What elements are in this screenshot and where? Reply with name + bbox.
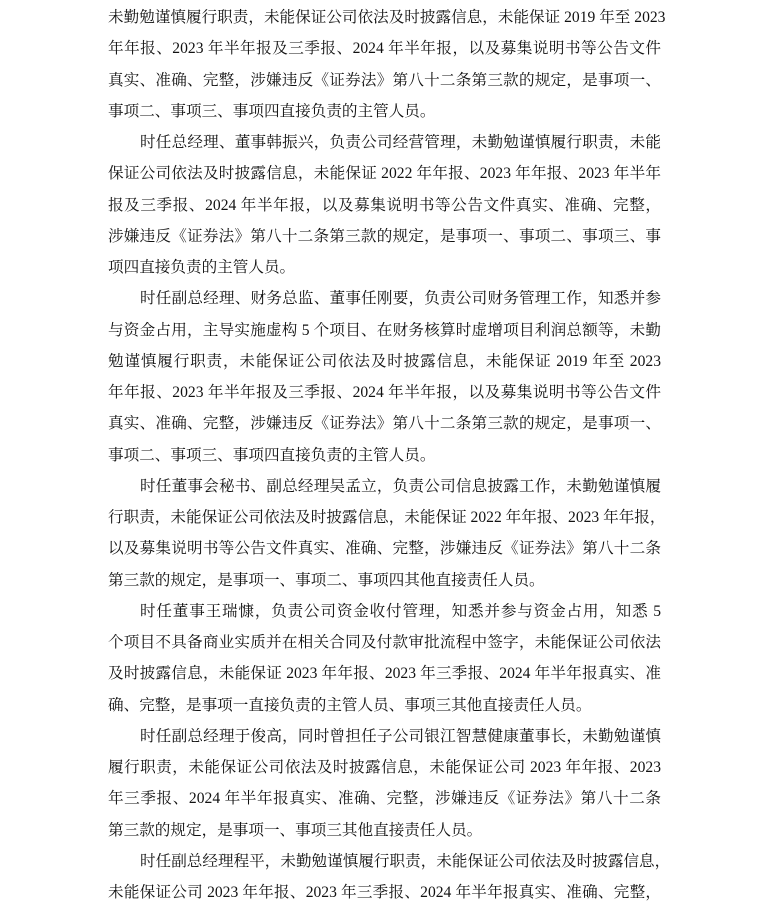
text-line: 未勤勉谨慎履行职责，未能保证公司依法及时披露信息，未能保证 2019 年至 2023 xyxy=(108,9,666,26)
text-line: 勉谨慎履行职责，未能保证公司依法及时披露信息，未能保证 2019 年至 2023 xyxy=(108,352,661,370)
paragraph-general-manager xyxy=(108,127,661,283)
text-line: 第三款的规定，是事项一、事项二、事项四其他直接责任人员。 xyxy=(108,571,545,589)
text-line: 真实、准确、完整，涉嫌违反《证券法》第八十二条第三款的规定，是事项一、 xyxy=(108,71,661,89)
text-line: 年年报、2023 年半年报及三季报、2024 年半年报，以及募集说明书等公告文件 xyxy=(108,384,661,401)
text-line: 年三季报、2024 年半年报真实、准确、完整，涉嫌违反《证券法》第八十二条 xyxy=(108,790,661,808)
text-line: 时任副总经理于俊高，同时曾担任子公司银江智慧健康董事长，未勤勉谨慎 xyxy=(140,727,661,745)
paragraph-deputy-manager-yu xyxy=(108,721,661,846)
text-line: 事项二、事项三、事项四直接负责的主管人员。 xyxy=(108,102,436,120)
text-line: 行职责，未能保证公司依法及时披露信息，未能保证 2022 年年报、2023 年年报， xyxy=(108,509,666,526)
text-line: 涉嫌违反《证券法》第八十二条第三款的规定，是事项一、事项二、事项三、事 xyxy=(108,227,661,245)
text-line: 履行职责，未能保证公司依法及时披露信息，未能保证公司 2023 年年报、2023 xyxy=(108,759,661,776)
text-line: 项四直接负责的主管人员。 xyxy=(108,259,296,276)
paragraph-continuation xyxy=(108,2,666,127)
text-line: 第三款的规定，是事项一、事项三其他直接责任人员。 xyxy=(108,821,483,839)
text-line: 时任副总经理程平，未勤勉谨慎履行职责，未能保证公司依法及时披露信息， xyxy=(140,852,671,870)
paragraph-director-wang xyxy=(108,596,661,721)
paragraph-deputy-manager-cheng xyxy=(108,846,671,909)
text-line: 个项目不具备商业实质并在相关合同及付款审批流程中签字，未能保证公司依法 xyxy=(108,634,661,651)
paragraph-board-secretary xyxy=(108,471,666,596)
text-line: 报及三季报、2024 年半年报，以及募集说明书等公告文件真实、准确、完整， xyxy=(108,196,661,214)
text-line: 及时披露信息，未能保证 2023 年年报、2023 年三季报、2024 年半年报真实、准 xyxy=(108,665,661,683)
text-line: 时任总经理、董事韩振兴，负责公司经营管理，未勤勉谨慎履行职责，未能 xyxy=(140,134,661,151)
text-line: 事项二、事项三、事项四直接负责的主管人员。 xyxy=(108,446,436,464)
paragraph-finance-director xyxy=(108,283,661,471)
text-line: 与资金占用，主导实施虚构 5 个项目、在财务核算时虚增项目利润总额等，未勤 xyxy=(108,321,661,339)
text-line: 时任董事王瑞慷，负责公司资金收付管理，知悉并参与资金占用，知悉 5 xyxy=(140,602,661,620)
text-line: 确、完整，是事项一直接负责的主管人员、事项三其他直接责任人员。 xyxy=(108,696,592,714)
text-line: 保证公司依法及时披露信息，未能保证 2022 年年报、2023 年年报、2023 年半年 xyxy=(108,165,661,183)
text-line: 以及募集说明书等公告文件真实、准确、完整，涉嫌违反《证券法》第八十二条 xyxy=(108,540,661,558)
document-body xyxy=(108,2,671,908)
text-line: 时任副总经理、财务总监、董事任刚要，负责公司财务管理工作，知悉并参 xyxy=(140,290,661,308)
text-line: 时任董事会秘书、副总经理吴孟立，负责公司信息披露工作，未勤勉谨慎履 xyxy=(140,477,661,495)
text-line: 未能保证公司 2023 年年报、2023 年三季报、2024 年半年报真实、准确、完整， xyxy=(108,884,661,901)
text-line: 年年报、2023 年半年报及三季报、2024 年半年报，以及募集说明书等公告文件 xyxy=(108,40,661,58)
text-line: 真实、准确、完整，涉嫌违反《证券法》第八十二条第三款的规定，是事项一、 xyxy=(108,415,661,433)
